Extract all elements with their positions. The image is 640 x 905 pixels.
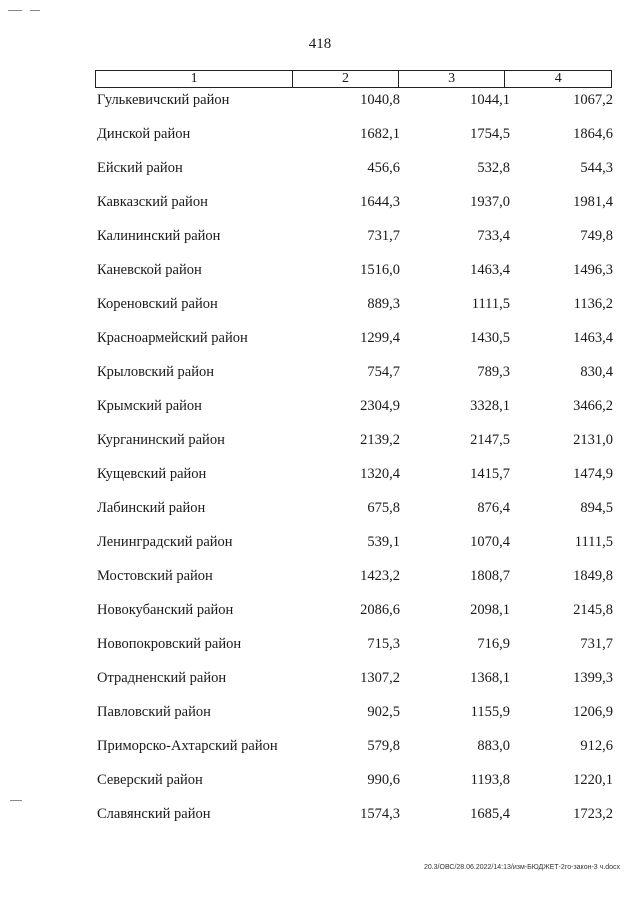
district-name: Каневской район: [97, 262, 202, 278]
value-col-3: 1430,5: [470, 330, 510, 346]
scan-mark: [10, 800, 22, 801]
value-col-3: 716,9: [477, 636, 510, 652]
table-row: [0, 564, 640, 598]
value-col-2: 731,7: [367, 228, 400, 244]
table-row: [0, 428, 640, 462]
district-name: Крымский район: [97, 398, 202, 414]
value-col-2: 1040,8: [360, 92, 400, 108]
value-col-4: 1067,2: [573, 92, 613, 108]
table-row: [0, 598, 640, 632]
value-col-4: 1849,8: [573, 568, 613, 584]
value-col-3: 1193,8: [470, 772, 510, 788]
value-col-3: 532,8: [477, 160, 510, 176]
district-name: Славянский район: [97, 806, 211, 822]
district-name: Приморско-Ахтарский район: [97, 738, 278, 754]
value-col-2: 579,8: [367, 738, 400, 754]
header-col-4: 4: [554, 71, 562, 86]
district-name: Отрадненский район: [97, 670, 227, 686]
value-col-3: 883,0: [477, 738, 510, 754]
value-col-4: 1474,9: [573, 466, 613, 482]
value-col-3: 1070,4: [470, 534, 510, 550]
value-col-2: 539,1: [367, 534, 400, 550]
district-name: Мостовский район: [97, 568, 213, 584]
value-col-4: 749,8: [580, 228, 613, 244]
table-row: [0, 768, 640, 802]
district-name: Курганинский район: [97, 432, 225, 448]
district-name: Лабинский район: [97, 500, 206, 516]
value-col-3: 1937,0: [470, 194, 510, 210]
value-col-3: 1155,9: [470, 704, 510, 720]
value-col-4: 1220,1: [573, 772, 613, 788]
value-col-2: 990,6: [367, 772, 400, 788]
value-col-3: 876,4: [477, 500, 510, 516]
header-col-1: 1: [96, 71, 293, 87]
district-name: Динской район: [97, 126, 191, 142]
value-col-3: 1754,5: [470, 126, 510, 142]
value-col-2: 1299,4: [360, 330, 400, 346]
value-col-2: 2304,9: [360, 398, 400, 414]
table-row: [0, 666, 640, 700]
value-col-2: 754,7: [367, 364, 400, 380]
file-footer: 20.3/ОВС/28.06.2022/14:13/изм-БЮДЖЕТ-2го-закон-3 ч.docx: [423, 864, 620, 871]
district-name: Кавказский район: [97, 194, 208, 210]
table-row: [0, 122, 640, 156]
value-col-2: 902,5: [367, 704, 400, 720]
value-col-4: 544,3: [580, 160, 613, 176]
value-col-4: 912,6: [580, 738, 613, 754]
value-col-4: 1111,5: [574, 534, 613, 550]
value-col-2: 1574,3: [360, 806, 400, 822]
value-col-3: 1415,7: [470, 466, 510, 482]
table-row: [0, 530, 640, 564]
value-col-4: 1496,3: [573, 262, 613, 278]
value-col-3: 3328,1: [470, 398, 510, 414]
value-col-4: 1206,9: [573, 704, 613, 720]
value-col-2: 1516,0: [360, 262, 400, 278]
value-col-3: 1685,4: [470, 806, 510, 822]
value-col-4: 1463,4: [573, 330, 613, 346]
value-col-3: 1368,1: [470, 670, 510, 686]
value-col-2: 1644,3: [360, 194, 400, 210]
table-row: [0, 292, 640, 326]
value-col-3: 1808,7: [470, 568, 510, 584]
table-body: [0, 88, 640, 836]
table-row: [0, 496, 640, 530]
district-name: Ленинградский район: [97, 534, 233, 550]
value-col-2: 675,8: [367, 500, 400, 516]
value-col-4: 731,7: [580, 636, 613, 652]
value-col-4: 1864,6: [573, 126, 613, 142]
value-col-2: 1320,4: [360, 466, 400, 482]
table-row: [0, 360, 640, 394]
value-col-4: 1723,2: [573, 806, 613, 822]
district-name: Новокубанский район: [97, 602, 234, 618]
table-header-row: [95, 70, 612, 88]
table-row: [0, 190, 640, 224]
district-name: Крыловский район: [97, 364, 214, 380]
value-col-3: 1111,5: [471, 296, 510, 312]
value-col-4: 3466,2: [573, 398, 613, 414]
table-row: [0, 734, 640, 768]
district-name: Северский район: [97, 772, 203, 788]
table-row: [0, 462, 640, 496]
value-col-3: 789,3: [477, 364, 510, 380]
scan-mark: [8, 10, 22, 11]
value-col-2: 1307,2: [360, 670, 400, 686]
value-col-4: 894,5: [580, 500, 613, 516]
district-name: Гулькевичский район: [97, 92, 230, 108]
table-row: [0, 258, 640, 292]
table-row: [0, 632, 640, 666]
value-col-4: 1981,4: [573, 194, 613, 210]
district-name: Кущевский район: [97, 466, 207, 482]
table-row: [0, 700, 640, 734]
district-name: Новопокровский район: [97, 636, 242, 652]
value-col-4: 1136,2: [573, 296, 613, 312]
table-row: [0, 88, 640, 122]
value-col-2: 1682,1: [360, 126, 400, 142]
district-name: Павловский район: [97, 704, 211, 720]
value-col-3: 2098,1: [470, 602, 510, 618]
district-name: Калининский район: [97, 228, 221, 244]
value-col-2: 889,3: [367, 296, 400, 312]
district-name: Кореновский район: [97, 296, 218, 312]
value-col-2: 715,3: [367, 636, 400, 652]
value-col-4: 1399,3: [573, 670, 613, 686]
value-col-4: 2145,8: [573, 602, 613, 618]
value-col-3: 733,4: [477, 228, 510, 244]
value-col-2: 2086,6: [360, 602, 400, 618]
scan-mark: [30, 10, 40, 11]
value-col-4: 830,4: [580, 364, 613, 380]
table-row: [0, 802, 640, 836]
value-col-3: 1463,4: [470, 262, 510, 278]
value-col-4: 2131,0: [573, 432, 613, 448]
value-col-2: 1423,2: [360, 568, 400, 584]
table-row: [0, 326, 640, 360]
value-col-3: 1044,1: [470, 92, 510, 108]
table-row: [0, 394, 640, 428]
value-col-3: 2147,5: [470, 432, 510, 448]
page-number: 418: [308, 36, 332, 52]
table-row: [0, 156, 640, 190]
district-name: Красноармейский район: [97, 330, 248, 346]
district-name: Ейский район: [97, 160, 183, 176]
header-col-3: 3: [399, 71, 506, 87]
value-col-2: 2139,2: [360, 432, 400, 448]
value-col-2: 456,6: [367, 160, 400, 176]
table-row: [0, 224, 640, 258]
header-col-2: 2: [293, 71, 399, 87]
